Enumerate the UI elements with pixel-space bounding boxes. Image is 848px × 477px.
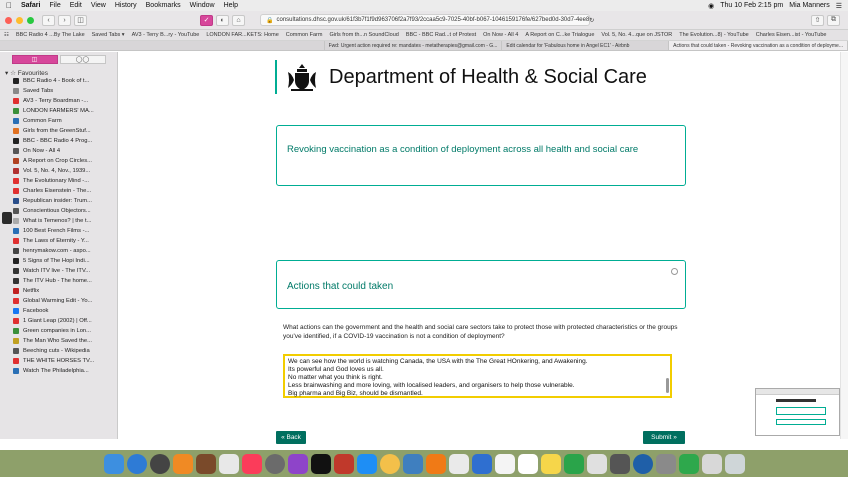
menu-history[interactable]: History bbox=[108, 2, 131, 9]
address-bar[interactable] bbox=[260, 14, 595, 26]
answer-line: No matter what you think is right. bbox=[288, 374, 383, 381]
favicon-icon bbox=[13, 198, 19, 204]
favicon-icon bbox=[13, 278, 19, 284]
sidebar-bookmark-label: Facebook bbox=[23, 308, 49, 314]
sidebar-bookmark[interactable] bbox=[0, 306, 117, 316]
favicon-icon bbox=[13, 178, 19, 184]
sidebar-bookmark-label: THE WHITE HORSES TV... bbox=[23, 358, 95, 364]
sidebar-bookmark-label: Beeching cuts - Wikipedia bbox=[23, 348, 90, 354]
fav-link[interactable]: Girls from th...n SoundCloud bbox=[329, 32, 399, 38]
back-nav-icon[interactable]: ‹ bbox=[42, 15, 55, 26]
screenshot-thumbnail[interactable] bbox=[755, 388, 840, 436]
menu-help[interactable]: Help bbox=[217, 2, 232, 9]
sidebar-segmented-control bbox=[0, 52, 117, 66]
macos-menubar bbox=[0, 0, 848, 11]
sidebar-bookmark[interactable] bbox=[0, 136, 117, 146]
answer-textarea[interactable] bbox=[283, 354, 672, 398]
forward-nav-icon[interactable]: › bbox=[58, 15, 71, 26]
sidebar-bookmark[interactable] bbox=[0, 186, 117, 196]
royal-crest-icon bbox=[285, 62, 319, 92]
apple-icon[interactable] bbox=[6, 1, 12, 10]
tab-active-consultation[interactable]: Actions that could taken - Revoking vaccination as a condition of deployme... bbox=[669, 41, 848, 50]
sidebar-bookmark-label: AV3 - Terry Boardman -... bbox=[23, 98, 89, 104]
app-store-icon[interactable] bbox=[357, 454, 377, 474]
fav-link[interactable]: BBC - BBC Rad...t of Protest bbox=[405, 32, 477, 38]
answer-line: Less brainwashing and more loving, with localised leaders, and organisers to help those vulnerable. bbox=[288, 382, 575, 389]
sidebar-bookmark-label: Global Warming Edit - Yo... bbox=[23, 298, 93, 304]
department-name: Department of Health & Social Care bbox=[329, 65, 647, 88]
sidebar-bookmark-label: The Laws of Eternity - Y... bbox=[23, 238, 89, 244]
favicon-icon bbox=[13, 98, 19, 104]
favourites-bar bbox=[0, 30, 848, 41]
share-icon[interactable]: ⇧ bbox=[811, 15, 824, 26]
clock[interactable]: Thu 10 Feb 2:15 pm bbox=[720, 2, 784, 9]
dock bbox=[0, 450, 848, 477]
sidebar-bookmark[interactable] bbox=[0, 326, 117, 336]
section-title: Actions that could taken bbox=[287, 281, 394, 292]
image-capture-icon[interactable] bbox=[656, 454, 676, 474]
wifi-icon[interactable]: ◉ bbox=[708, 2, 715, 10]
fav-link[interactable]: AV3 - Terry B...ry - YouTube bbox=[131, 32, 200, 38]
sidebar-bookmark-label: BBC - BBC Radio 4 Prog... bbox=[23, 138, 93, 144]
dhsc-header bbox=[275, 60, 647, 94]
tab-bar bbox=[0, 41, 848, 51]
show-sidebar-icon[interactable]: ☷ bbox=[4, 32, 9, 38]
fav-link[interactable]: Saved Tabs ▾ bbox=[91, 32, 125, 38]
sidebar-bookmark-label: 5 Signs of The Hopi Indi... bbox=[23, 258, 90, 264]
sidebar-bookmark-label: Charles Eisenstein - The... bbox=[23, 188, 92, 194]
favicon-icon bbox=[13, 218, 19, 224]
favicon-icon bbox=[13, 148, 19, 154]
consultation-title: Revoking vaccination as a condition of deployment across all health and social care bbox=[287, 144, 639, 155]
photos-icon[interactable] bbox=[380, 454, 400, 474]
favourites-heading[interactable]: ▾ ☆ Favourites bbox=[5, 70, 49, 77]
page-scrollbar[interactable] bbox=[840, 52, 848, 439]
sidebar-bookmark[interactable] bbox=[0, 86, 117, 96]
sidebar-bookmark[interactable] bbox=[0, 106, 117, 116]
sidebar-bookmark[interactable] bbox=[0, 366, 117, 376]
textedit-icon[interactable] bbox=[495, 454, 515, 474]
sidebar-bookmark[interactable] bbox=[0, 216, 117, 226]
sidebar-bookmark-label: Conscientious Objectors... bbox=[23, 208, 91, 214]
books-icon[interactable] bbox=[173, 454, 193, 474]
shield-check-icon[interactable] bbox=[679, 454, 699, 474]
sidebar-bookmark[interactable] bbox=[0, 266, 117, 276]
sidebar-bookmark-label: BBC Radio 4 - Book of t... bbox=[23, 78, 90, 84]
tv-icon[interactable] bbox=[311, 454, 331, 474]
home-icon[interactable]: ⌂ bbox=[232, 15, 245, 26]
favicon-icon bbox=[13, 78, 19, 84]
sidebar-bookmark-label: Vol. 5, No. 4, Nov., 1939... bbox=[23, 168, 91, 174]
contacts-icon[interactable] bbox=[587, 454, 607, 474]
sidebar-bookmark[interactable] bbox=[0, 236, 117, 246]
favicon-icon bbox=[13, 358, 19, 364]
browser-toolbar bbox=[0, 11, 848, 30]
privacy-icon[interactable]: ◐ bbox=[216, 15, 229, 26]
favicon-icon bbox=[13, 258, 19, 264]
sidebar-bookmark-label: A Report on Crop Circles... bbox=[23, 158, 92, 164]
sidebar-bookmark[interactable] bbox=[0, 146, 117, 156]
page-content bbox=[118, 52, 840, 439]
favicon-icon bbox=[13, 368, 19, 374]
question-text: What actions can the government and the health and social care sectors take to protect those with protected characteristics or the groups you've identified, if a COVID-19 vaccination is not a condition of deployment? bbox=[283, 324, 678, 340]
keynote-icon[interactable] bbox=[472, 454, 492, 474]
url-text: consultations.dhsc.gov.uk/61f3b7f1f9d963706f2a7f93/2ccaa5c9-7025-40bf-b067-1046159176fe/627bed0d-30d7-4ee8 bbox=[276, 17, 590, 23]
menu-app[interactable]: Safari bbox=[15, 2, 35, 9]
sidebar-bookmark-label: 100 Best French Films -... bbox=[23, 228, 90, 234]
menu-view[interactable]: View bbox=[84, 2, 100, 9]
menu-bookmarks[interactable]: Bookmarks bbox=[139, 2, 175, 9]
favicon-icon bbox=[13, 228, 19, 234]
sidebar-bookmark-label: Green companies in Lon... bbox=[23, 328, 91, 334]
section-card bbox=[276, 260, 686, 309]
answer-line: Its powerful and God loves us all. bbox=[288, 366, 384, 373]
sidebar-bookmark-label: henrymakow.com - aspo... bbox=[23, 248, 91, 254]
pencil-icon[interactable] bbox=[449, 454, 469, 474]
photo-booth-icon[interactable] bbox=[334, 454, 354, 474]
downloads-icon[interactable] bbox=[702, 454, 722, 474]
close-window-icon[interactable] bbox=[5, 17, 12, 24]
tabs-overview-icon[interactable]: ⧉ bbox=[827, 15, 840, 26]
sidebar-bookmark-label: The ITV Hub - The home... bbox=[23, 278, 92, 284]
favicon-icon bbox=[13, 158, 19, 164]
bookmarks-sidebar bbox=[0, 52, 118, 439]
sidebar-bookmark[interactable] bbox=[0, 166, 117, 176]
fav-link[interactable]: Vol. 5, No. 4...que on JSTOR bbox=[601, 32, 673, 38]
answer-line: Big pharma and Big Biz, should be dismantled. bbox=[288, 390, 423, 397]
fav-link[interactable]: BBC Radio 4 ...By The Lake bbox=[15, 32, 85, 38]
fav-link[interactable]: Charles Eisen...ist - YouTube bbox=[755, 32, 827, 38]
sidebar-bookmark-label: On Now - All 4 bbox=[23, 148, 61, 154]
favicon-icon bbox=[13, 168, 19, 174]
favicon-icon bbox=[13, 318, 19, 324]
desktop-file-icon[interactable] bbox=[2, 212, 12, 224]
favicon-icon bbox=[13, 138, 19, 144]
answer-line: We can see how the world is watching Canada, the USA with the The Great HOnkering, and Awakening. bbox=[288, 358, 588, 365]
sidebar-bookmark-label: Watch The Philadelphia... bbox=[23, 368, 89, 374]
sidebar-bookmark[interactable] bbox=[0, 196, 117, 206]
zoom-window-icon[interactable] bbox=[27, 17, 34, 24]
sidebar-bookmark[interactable] bbox=[0, 246, 117, 256]
favicon-icon bbox=[13, 118, 19, 124]
reload-icon[interactable]: ↻ bbox=[589, 17, 595, 24]
sidebar-bookmark-label: What is Temenos? | the t... bbox=[23, 218, 92, 224]
sidebar-bookmark[interactable] bbox=[0, 256, 117, 266]
favicon-icon bbox=[13, 268, 19, 274]
sidebar-bookmark[interactable] bbox=[0, 206, 117, 216]
safari-icon[interactable] bbox=[127, 454, 147, 474]
menu-file[interactable]: File bbox=[43, 2, 55, 9]
consultation-title-card bbox=[276, 125, 686, 186]
extension-icon[interactable]: ✓ bbox=[200, 15, 213, 26]
fav-link[interactable]: Common Farm bbox=[285, 32, 323, 38]
vlc-icon[interactable] bbox=[426, 454, 446, 474]
favicon-icon bbox=[13, 108, 19, 114]
favicon-icon bbox=[13, 88, 19, 94]
sidebar-bookmark[interactable] bbox=[0, 226, 117, 236]
favicon-icon bbox=[13, 308, 19, 314]
sidebar-bookmark[interactable] bbox=[0, 76, 117, 86]
tab-airbnb[interactable]: Edit calendar for 'Fabulous home in Angel EC1' - Airbnb bbox=[502, 41, 669, 50]
music-icon[interactable] bbox=[242, 454, 262, 474]
sidebar-bookmark-label: 1 Giant Leap (2002) | Off... bbox=[23, 318, 92, 324]
sidebar-bookmark[interactable] bbox=[0, 126, 117, 136]
radio-icon[interactable] bbox=[671, 268, 678, 275]
sidebar-bookmark[interactable] bbox=[0, 116, 117, 126]
bookmarks-tab-icon[interactable]: ◫ bbox=[12, 55, 58, 64]
sidebar-bookmark[interactable] bbox=[0, 276, 117, 286]
sidebar-bookmark[interactable] bbox=[0, 176, 117, 186]
sidebar-bookmark-label: The Man Who Saved the... bbox=[23, 338, 92, 344]
favicon-icon bbox=[13, 188, 19, 194]
favicon-icon bbox=[13, 208, 19, 214]
sidebar-list bbox=[0, 76, 117, 376]
fav-link[interactable]: On Now - All 4 bbox=[483, 32, 519, 38]
server-icon[interactable] bbox=[610, 454, 630, 474]
favicon-icon bbox=[13, 238, 19, 244]
sidebar-bookmark[interactable] bbox=[0, 286, 117, 296]
sidebar-bookmark[interactable] bbox=[0, 336, 117, 346]
sidebar-bookmark-label: The Evolutionary Mind -... bbox=[23, 178, 90, 184]
favicon-icon bbox=[13, 328, 19, 334]
sidebar-bookmark-label: Republican insider: Trum... bbox=[23, 198, 92, 204]
sidebar-bookmark[interactable] bbox=[0, 316, 117, 326]
sidebar-bookmark-label: Common Farm bbox=[23, 118, 62, 124]
textarea-scrollbar[interactable] bbox=[666, 378, 669, 393]
submit-button[interactable]: Submit » bbox=[643, 431, 685, 444]
fav-link[interactable]: A Report on C...ke Trialogue bbox=[525, 32, 595, 38]
sidebar-toggle-icon[interactable]: ◫ bbox=[74, 15, 87, 26]
finder-icon[interactable] bbox=[104, 454, 124, 474]
numbers-icon[interactable] bbox=[564, 454, 584, 474]
launchpad-icon[interactable] bbox=[265, 454, 285, 474]
favicon-icon bbox=[13, 298, 19, 304]
sidebar-bookmark-label: Netflix bbox=[23, 288, 40, 294]
podcasts-icon[interactable] bbox=[288, 454, 308, 474]
sidebar-bookmark-label: Saved Tabs bbox=[23, 88, 54, 94]
garageband-icon[interactable] bbox=[196, 454, 216, 474]
reading-list-tab-icon[interactable]: ◯◯ bbox=[60, 55, 106, 64]
favicon-icon bbox=[13, 288, 19, 294]
favicon-icon bbox=[13, 128, 19, 134]
menu-window[interactable]: Window bbox=[183, 2, 209, 9]
sidebar-bookmark[interactable] bbox=[0, 356, 117, 366]
sidebar-bookmark[interactable] bbox=[0, 156, 117, 166]
preview-icon[interactable] bbox=[403, 454, 423, 474]
sidebar-bookmark-label: LONDON FARMERS' MA... bbox=[23, 108, 94, 114]
sidebar-bookmark[interactable] bbox=[0, 296, 117, 306]
notes-icon[interactable] bbox=[541, 454, 561, 474]
pinned-tabs[interactable] bbox=[0, 41, 325, 50]
favicon-icon bbox=[13, 348, 19, 354]
sidebar-bookmark-label: Watch ITV live - The ITV... bbox=[23, 268, 91, 274]
fav-link[interactable]: The Evolution...8) - YouTube bbox=[679, 32, 749, 38]
menu-edit[interactable]: Edit bbox=[63, 2, 76, 9]
settings-icon[interactable] bbox=[150, 454, 170, 474]
fav-link[interactable]: LONDON FAR...KETS: Home bbox=[206, 32, 279, 38]
reminders-icon[interactable] bbox=[518, 454, 538, 474]
user-name[interactable]: Mia Manners bbox=[789, 2, 830, 9]
sidebar-bookmark[interactable] bbox=[0, 346, 117, 356]
tab-gmail[interactable]: Fwd: Urgent action required re: mandates - metatherapies@gmail.com - G... bbox=[325, 41, 503, 50]
sidebar-bookmark[interactable] bbox=[0, 96, 117, 106]
back-button[interactable]: « Back bbox=[276, 431, 306, 444]
trash-icon[interactable] bbox=[725, 454, 745, 474]
control-center-icon[interactable]: ☰ bbox=[835, 2, 842, 10]
sidebar-bookmark-label: Girls from the GreenStuf... bbox=[23, 128, 91, 134]
quicktime-icon[interactable] bbox=[633, 454, 653, 474]
favicon-icon bbox=[13, 248, 19, 254]
minimize-window-icon[interactable] bbox=[16, 17, 23, 24]
lock-icon: 🔒 bbox=[266, 17, 274, 24]
no-entry-icon[interactable] bbox=[219, 454, 239, 474]
favicon-icon bbox=[13, 338, 19, 344]
window-controls bbox=[5, 17, 34, 24]
